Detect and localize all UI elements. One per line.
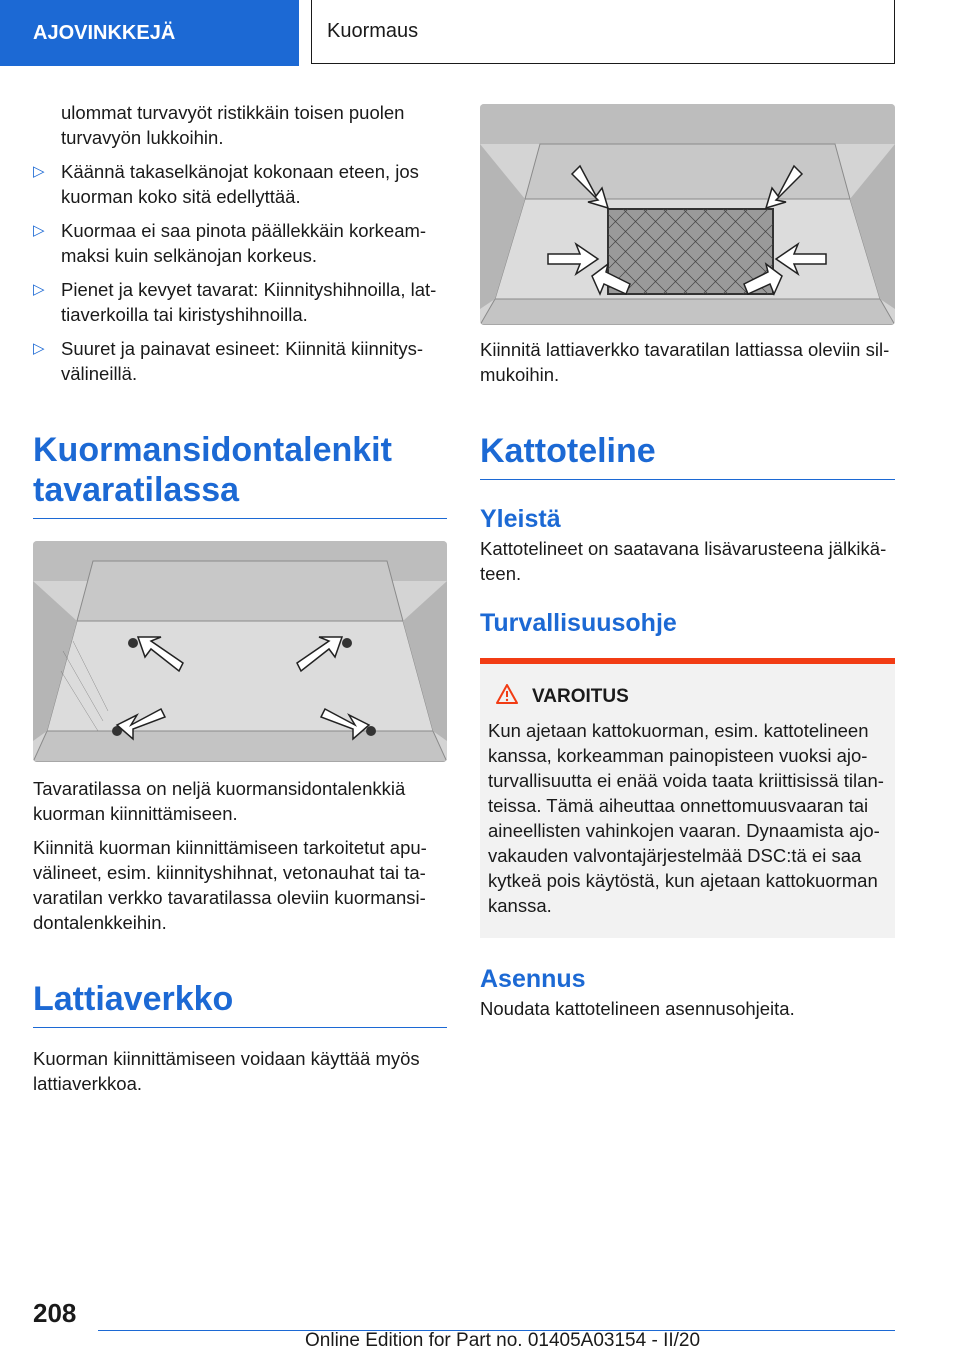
triangle-bullet-icon: ▷: [33, 340, 45, 357]
installation-paragraph: Noudata kattotelineen asennusohjeita.: [480, 998, 795, 1019]
warning-box: [480, 658, 895, 938]
list-item-text: Kuormaa ei saa pinota päällekkäin korkeam‐maksi kuin selkänojan korkeus.: [61, 220, 427, 266]
footer-edition: Online Edition for Part no. 01405A03154 - II/20: [305, 1330, 701, 1351]
header-chapter-box: [311, 0, 895, 64]
warning-title-text: VAROITUS: [532, 686, 629, 707]
list-item: [33, 159, 447, 209]
list-item-text: Suuret ja painavat esineet: Kiinnitä kiinnitys‐välineillä.: [61, 338, 423, 384]
list-item: [33, 336, 447, 386]
heading-general: Yleistä: [480, 505, 561, 533]
floor-net-paragraph: Kuorman kiinnittämiseen voidaan käyttää myös lattiaverkkoa.: [33, 1048, 420, 1094]
list-item-text: Käännä takaselkänojat kokonaan eteen, jos kuorman koko sitä edellyttää.: [61, 161, 419, 207]
heading-floor-net: Lattiaverkko: [33, 979, 447, 1028]
lashing-eyes-image: [33, 541, 447, 762]
heading-safety: Turvallisuusohje: [480, 609, 677, 637]
heading-installation: Asennus: [480, 965, 586, 993]
warning-triangle-icon: [496, 684, 518, 710]
instruction-list: [33, 159, 447, 386]
page-number: 208: [33, 1298, 77, 1328]
left-column: [33, 100, 447, 1096]
header-section-tab: [0, 0, 299, 66]
warning-title: [496, 684, 887, 710]
header-section-label: AJOVINKKEJÄ: [33, 21, 176, 44]
intro-paragraph: ulommat turvavyöt ristikkäin toisen puolen turvavyön lukkoihin.: [61, 102, 405, 148]
heading-lashing-eyes: Kuormansidontalenkit tavaratilassa: [33, 430, 447, 519]
warning-text: Kun ajetaan kattokuorman, esim. kattotelineen kanssa, korkeamman painopisteen vuoksi ajo‐turvallisuutta ei enää voida taata kriittisissä tilan‐teissa. Tämä aiheuttaa onnettomuusvaaran tai aineellisten vahinkojen vaaran. Dynaamista ajo‐vakauden valvontajärjestelmää DSC:tä ei saa kytkeä pois käytöstä, kun ajetaan kattokuorman kanssa.: [488, 720, 884, 916]
lashing-paragraph-1: Tavaratilassa on neljä kuormansidontalenkkiä kuorman kiinnittämiseen.: [33, 778, 406, 824]
triangle-bullet-icon: ▷: [33, 163, 45, 180]
lashing-paragraph-2: Kiinnitä kuorman kiinnittämiseen tarkoitetut apu‐välineet, esim. kiinnityshihnat, vetonauhat tai ta‐varatilan verkko tavaratilassa oleviin kuormansi‐dontalenkkeihin.: [33, 837, 427, 933]
header-chapter-label: Kuormaus: [327, 20, 419, 42]
floor-net-caption: Kiinnitä lattiaverkko tavaratilan lattiassa oleviin sil‐mukoihin.: [480, 339, 890, 385]
right-column: [480, 104, 895, 1021]
list-item: [33, 218, 447, 268]
general-paragraph: Kattotelineet on saatavana lisävarusteena jälkikä‐teen.: [480, 538, 887, 584]
heading-roof-rack: Kattoteline: [480, 431, 895, 480]
floor-net-image: [480, 104, 895, 325]
list-item-text: Pienet ja kevyet tavarat: Kiinnityshihnoilla, lat‐tiaverkoilla tai kiristyshihnoilla.: [61, 279, 437, 325]
list-item: [33, 277, 447, 327]
triangle-bullet-icon: ▷: [33, 222, 45, 239]
triangle-bullet-icon: ▷: [33, 281, 45, 298]
